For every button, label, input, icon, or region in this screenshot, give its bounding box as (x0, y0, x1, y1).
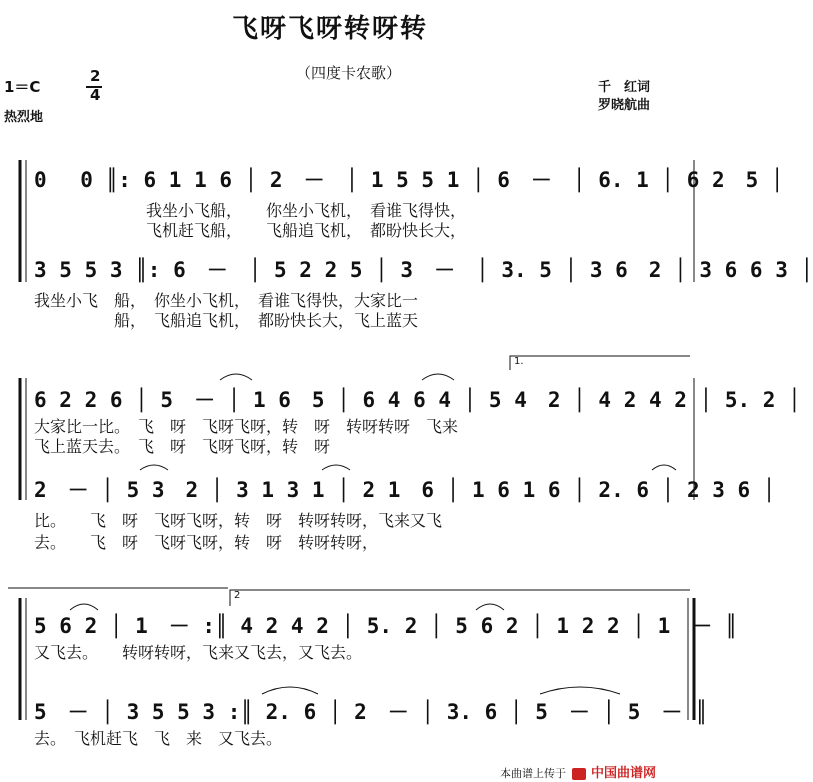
system2-upper-lyrics-1: 大家比一比。 飞 呀 飞呀飞呀，转 呀 转呀转呀 飞来 (34, 417, 459, 436)
system3-upper-notes: 5 6 2 │ 1 － :║ 4 2 4 2 │ 5. 2 │ 5 6 2 │ 1 2 2 │ 1 － ║ (34, 614, 738, 638)
upload-notice (500, 762, 656, 781)
volta-2-bracket (230, 590, 690, 606)
tempo-marking: 热烈地 (4, 110, 44, 125)
system3-lower-notes: 5 － │ 3 5 5 3 :║ 2. 6 │ 2 － │ 3. 6 │ 5 － │ 5 － ║ (34, 700, 708, 724)
system3-upper-lyrics-1: 又飞去。 转呀转呀，飞来又飞去，又飞去。 (34, 643, 363, 662)
system2-lower-notes: 2 － │ 5 3 2 │ 3 1 3 1 │ 2 1 6 │ 1 6 1 6 │ 2. 6 │ 2 3 6 │ (34, 478, 776, 502)
system1-upper-lyrics-2: 飞机赶飞船， 飞船追飞机， 都盼快长大， (146, 221, 467, 240)
lyricist-credit: 千 红词 (598, 80, 651, 95)
slur-mark (220, 374, 252, 380)
system1-lower-notes: 3 5 5 3 ║: 6 － │ 5 2 2 5 │ 3 － │ 3. 5 │ 3 6 2 │ 3 6 6 3 │ (34, 258, 813, 282)
system1-upper-notes: 0 0 ║: 6 1 1 6 │ 2 － │ 1 5 5 1 │ 6 － │ 6. 1 │ 6 2 5 │ (34, 168, 784, 192)
volta-2-label: 2 (234, 590, 241, 601)
system1-upper-lyrics-1: 我坐小飞船， 你坐小飞机， 看谁飞得快， (146, 201, 467, 220)
composer-credit: 罗晓航曲 (598, 98, 651, 113)
volta-1-bracket (510, 356, 690, 370)
system2-upper-lyrics-2: 飞上蓝天去。 飞 呀 飞呀飞呀，转 呀 (34, 437, 331, 456)
system1-lower-lyrics-1: 我坐小飞 船， 你坐小飞机， 看谁飞得快，大家比一 (34, 291, 419, 310)
site-logo-icon (572, 768, 586, 780)
tie-mark (540, 687, 620, 694)
system3-lower-lyrics-1: 去。 飞机赶飞 飞 来 又飞去。 (34, 729, 283, 748)
system2-upper-notes: 6 2 2 6 │ 5 － │ 1 6 5 │ 6 4 6 4 │ 5 4 2 │ 4 2 4 2 │ 5. 2 │ (34, 388, 801, 412)
song-title: 飞呀飞呀转呀转 (232, 14, 429, 44)
time-signature-top: 2 (90, 67, 101, 85)
song-subtitle: （四度卡农歌） (296, 64, 402, 82)
site-name-link[interactable]: 中国曲谱网 (591, 766, 657, 781)
time-signature-bottom: 4 (90, 86, 101, 104)
system2-lower-lyrics-2: 去。 飞 呀 飞呀飞呀，转 呀 转呀转呀， (34, 533, 379, 552)
tie-mark (262, 687, 318, 694)
slur-mark (422, 374, 454, 380)
slur-mark (322, 465, 350, 470)
slur-mark (140, 465, 168, 470)
key-signature: 1＝C (4, 78, 41, 96)
slur-mark (652, 465, 676, 470)
system1-lower-lyrics-2: 船， 飞船追飞机， 都盼快长大，飞上蓝天 (34, 311, 419, 330)
system2-lower-lyrics-1: 比。 飞 呀 飞呀飞呀，转 呀 转呀转呀，飞来又飞 (34, 511, 443, 530)
volta-1-label: 1. (514, 356, 524, 367)
upload-text: 本曲谱上传于 (500, 767, 566, 780)
